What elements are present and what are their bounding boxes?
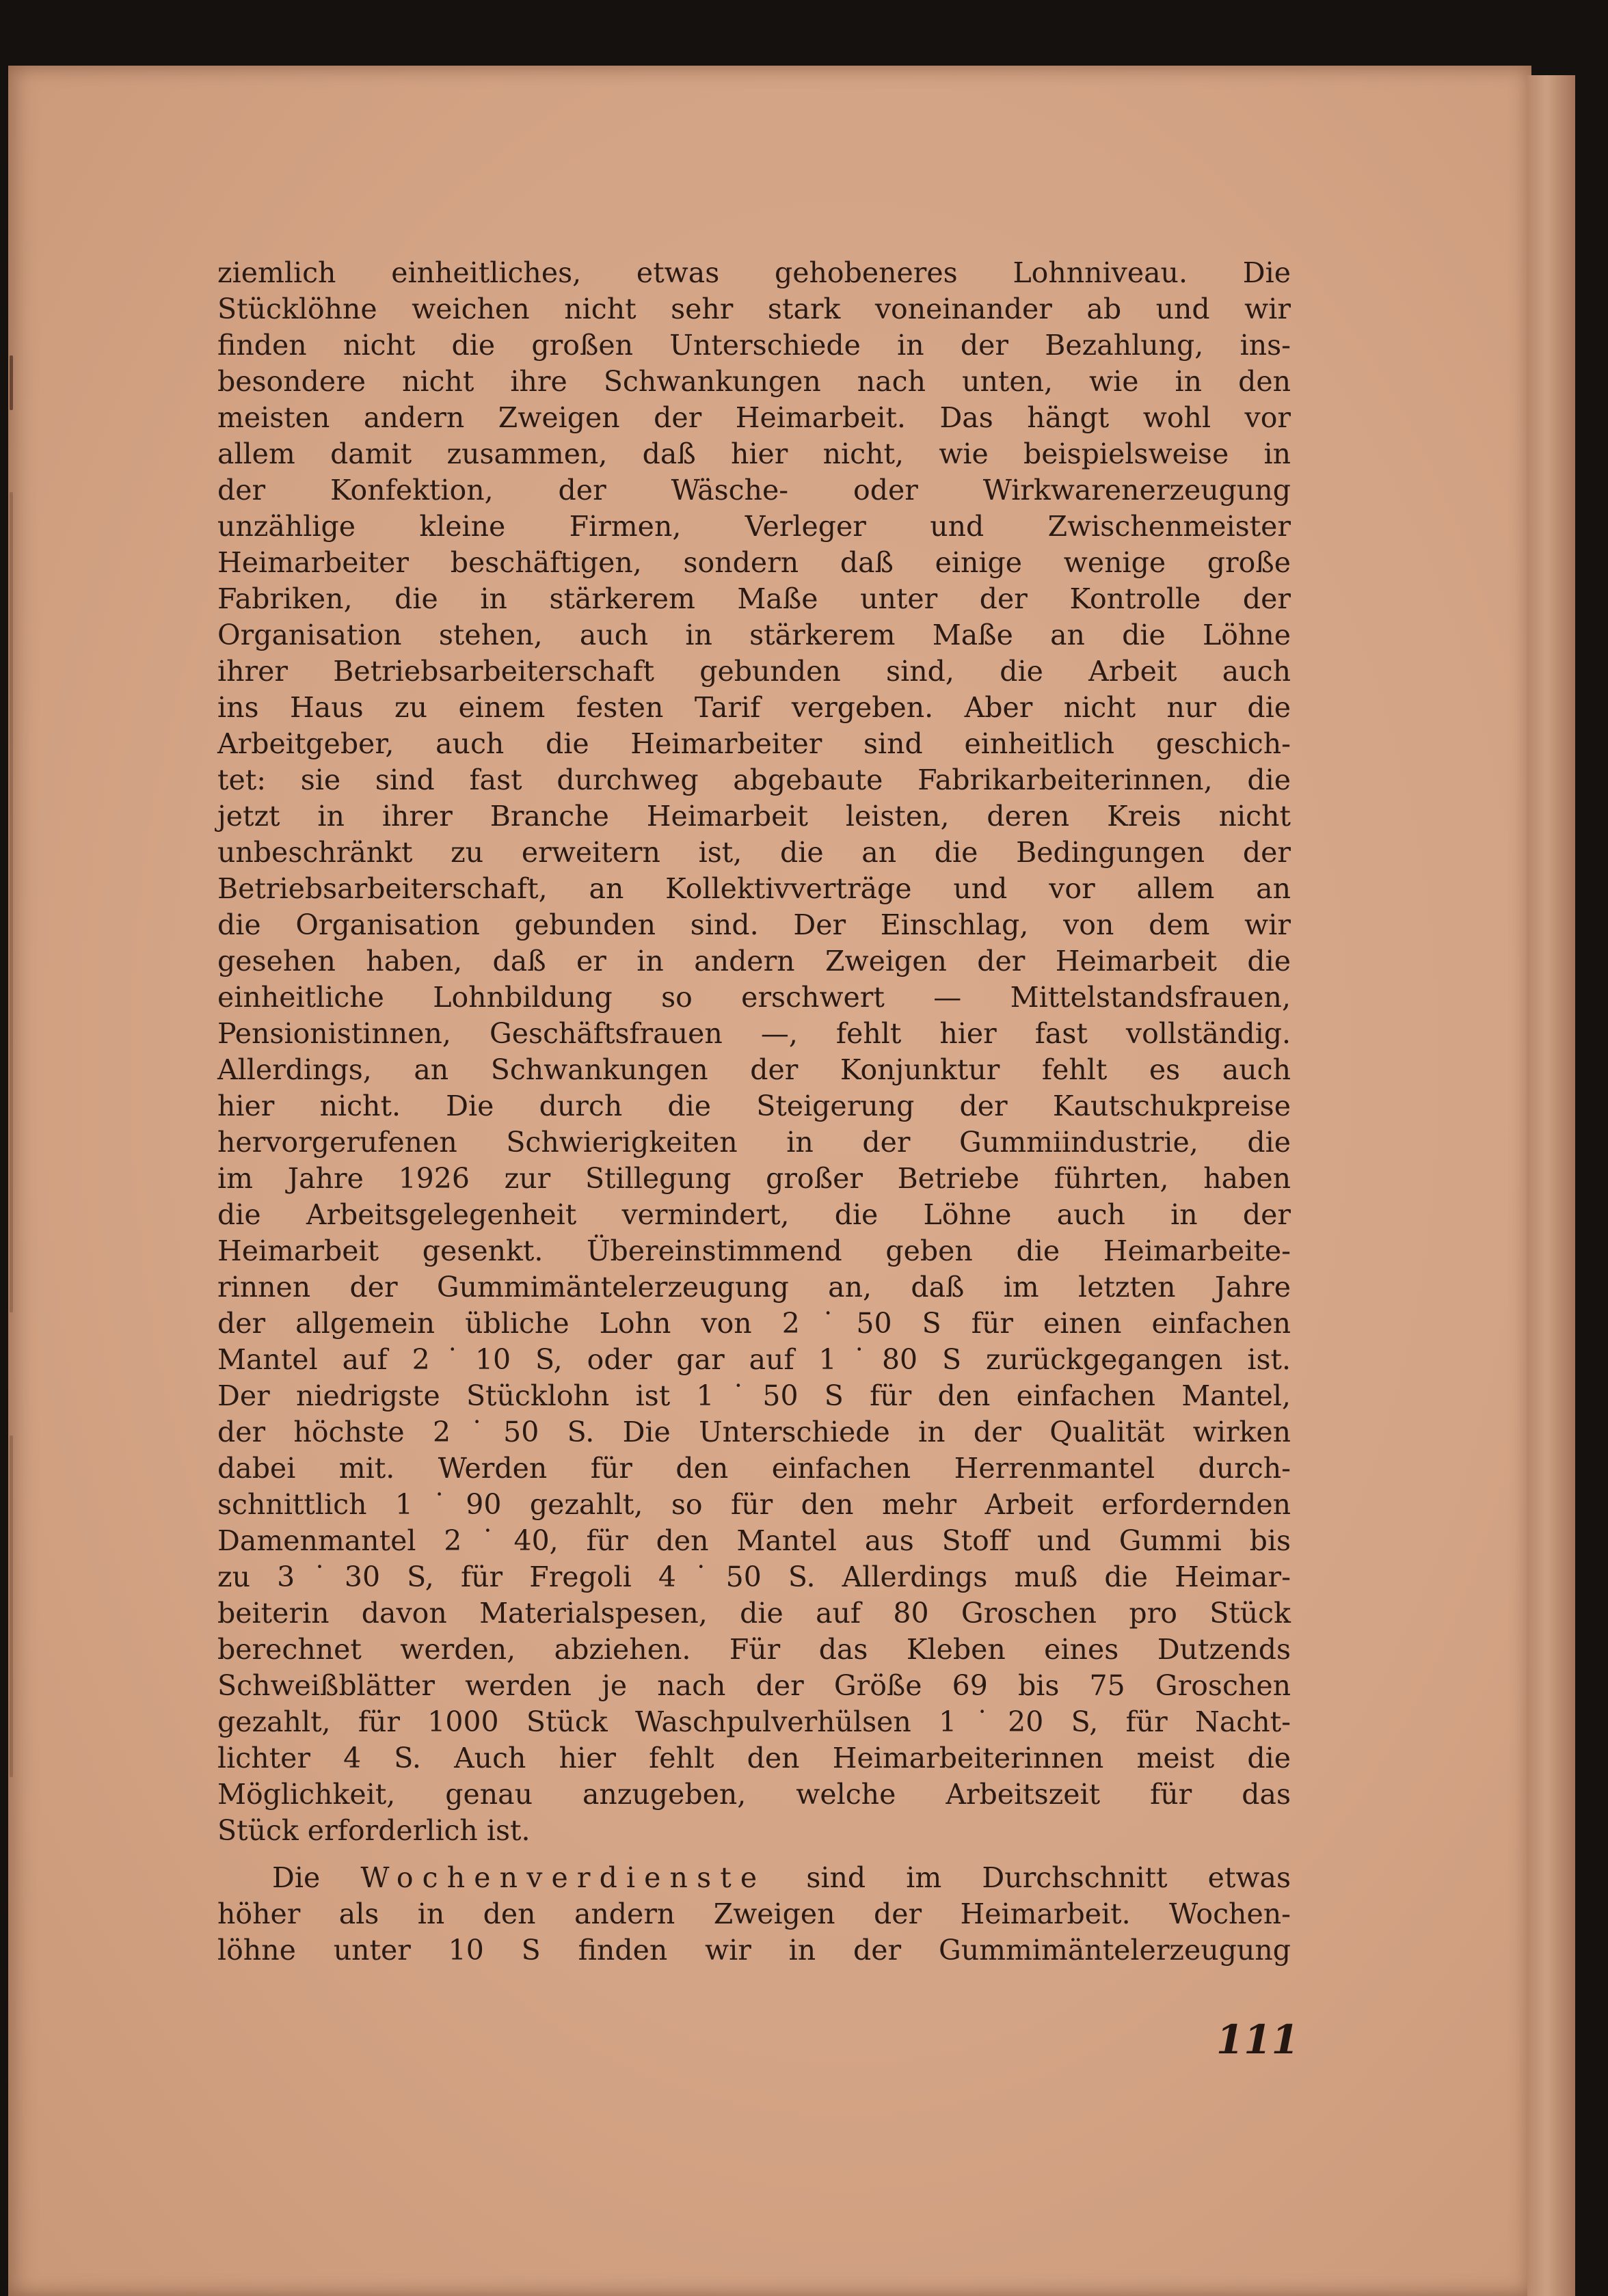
text-line: ins Haus zu einem festen Tarif vergeben. Aber nicht nur die <box>217 691 1291 724</box>
text-line: allem damit zusammen, daß hier nicht, wie beispielsweise in <box>217 437 1291 470</box>
text-line: einheitliche Lohnbildung so erschwert — Mittelstandsfrauen, <box>217 981 1291 1014</box>
text-line: zu 3˙30 S, für Fregoli 4˙50 S. Allerdings muß die Heimar- <box>217 1561 1291 1593</box>
lead-text: Die <box>272 1861 361 1894</box>
paragraph-2 <box>217 1860 1291 1969</box>
text-line: Pensionistinnen, Geschäftsfrauen —, fehlt hier fast vollständig. <box>217 1017 1291 1050</box>
text-line: jetzt in ihrer Branche Heimarbeit leisten, deren Kreis nicht <box>217 800 1291 833</box>
text-line: Der niedrigste Stücklohn ist 1˙50 S für den einfachen Mantel, <box>217 1379 1291 1412</box>
text-line: unbeschränkt zu erweitern ist, die an die Bedingungen der <box>217 836 1291 869</box>
text-line: besondere nicht ihre Schwankungen nach unten, wie in den <box>217 365 1291 398</box>
text-line: im Jahre 1926 zur Stillegung großer Betriebe führten, haben <box>217 1162 1291 1195</box>
text-line: Organisation stehen, auch in stärkerem Maße an die Löhne <box>217 619 1291 651</box>
text-line: beiterin davon Materialspesen, die auf 80 Groschen pro Stück <box>217 1597 1291 1630</box>
text-line: finden nicht die großen Unterschiede in der Bezahlung, ins- <box>217 329 1291 362</box>
text-line: der Konfektion, der Wäsche- oder Wirkwarenerzeugung <box>217 474 1291 507</box>
text-line: schnittlich 1˙90 gezahlt, so für den mehr Arbeit erfordernden <box>217 1488 1291 1521</box>
body-text <box>217 255 1291 1969</box>
binding-shadow <box>10 492 13 1312</box>
page-edge <box>1527 75 1575 2296</box>
text-line: Arbeitgeber, auch die Heimarbeiter sind einheitlich geschich- <box>217 727 1291 760</box>
text-line: Fabriken, die in stärkerem Maße unter der Kontrolle der <box>217 582 1291 615</box>
text-line: Allerdings, an Schwankungen der Konjunktur fehlt es auch <box>217 1053 1291 1086</box>
line-rest: sind im Durchschnitt etwas <box>766 1861 1291 1894</box>
text-line: die Organisation gebunden sind. Der Einschlag, von dem wir <box>217 908 1291 941</box>
spaced-term: Wochenverdienste <box>360 1861 766 1894</box>
text-line: Möglichkeit, genau anzugeben, welche Arbeitszeit für das <box>217 1778 1291 1811</box>
page-number: 111 <box>1216 2016 1299 2063</box>
binding-shadow <box>10 1435 13 1777</box>
text-line: Damenmantel 2˙40, für den Mantel aus Stoff und Gummi bis <box>217 1524 1291 1557</box>
text-line: meisten andern Zweigen der Heimarbeit. Das hängt wohl vor <box>217 401 1291 434</box>
text-line: Stück erforderlich ist. <box>217 1814 531 1847</box>
paragraph-gap <box>217 1849 1291 1860</box>
text-line: rinnen der Gummimäntelerzeugung an, daß im letzten Jahre <box>217 1271 1291 1304</box>
text-line: Schweißblätter werden je nach der Größe 69 bis 75 Groschen <box>217 1669 1291 1702</box>
text-line: hervorgerufenen Schwierigkeiten in der Gummiindustrie, die <box>217 1126 1291 1159</box>
text-line: dabei mit. Werden für den einfachen Herrenmantel durch- <box>217 1452 1291 1485</box>
text-line: tet: sie sind fast durchweg abgebaute Fabrikarbeiterinnen, die <box>217 764 1291 796</box>
text-line: Heimarbeiter beschäftigen, sondern daß einige wenige große <box>217 546 1291 579</box>
text-line: gezahlt, für 1000 Stück Waschpulverhülsen 1˙20 S, für Nacht- <box>217 1705 1291 1738</box>
text-line: unzählige kleine Firmen, Verleger und Zwischenmeister <box>217 510 1291 543</box>
text-line: Heimarbeit gesenkt. Übereinstimmend geben die Heimarbeite- <box>217 1234 1291 1267</box>
text-line: höher als in den andern Zweigen der Heimarbeit. Wochen- <box>217 1897 1291 1930</box>
text-line: ziemlich einheitliches, etwas gehobeneres Lohnniveau. Die <box>217 256 1291 289</box>
text-line: löhne unter 10 S finden wir in der Gummimäntelerzeugung <box>217 1934 1291 1967</box>
text-line: die Arbeitsgelegenheit vermindert, die Löhne auch in der <box>217 1198 1291 1231</box>
text-line: der höchste 2˙50 S. Die Unterschiede in der Qualität wirken <box>217 1416 1291 1448</box>
binding-mark <box>10 355 13 410</box>
text-line: berechnet werden, abziehen. Für das Kleben eines Dutzends <box>217 1633 1291 1666</box>
text-line: hier nicht. Die durch die Steigerung der Kautschukpreise <box>217 1090 1291 1122</box>
paragraph-1 <box>217 255 1291 1849</box>
text-line: lichter 4 S. Auch hier fehlt den Heimarbeiterinnen meist die <box>217 1742 1291 1774</box>
text-line: Mantel auf 2˙10 S, oder gar auf 1˙80 S zurückgegangen ist. <box>217 1343 1291 1376</box>
text-line: Betriebsarbeiterschaft, an Kollektivverträge und vor allem an <box>217 872 1291 905</box>
text-line: Stücklöhne weichen nicht sehr stark voneinander ab und wir <box>217 293 1291 325</box>
text-line: ihrer Betriebsarbeiterschaft gebunden sind, die Arbeit auch <box>217 655 1291 688</box>
text-line: gesehen haben, daß er in andern Zweigen der Heimarbeit die <box>217 945 1291 977</box>
text-line: der allgemein übliche Lohn von 2˙50 S für einen einfachen <box>217 1307 1291 1340</box>
text-line <box>217 1860 1291 1896</box>
